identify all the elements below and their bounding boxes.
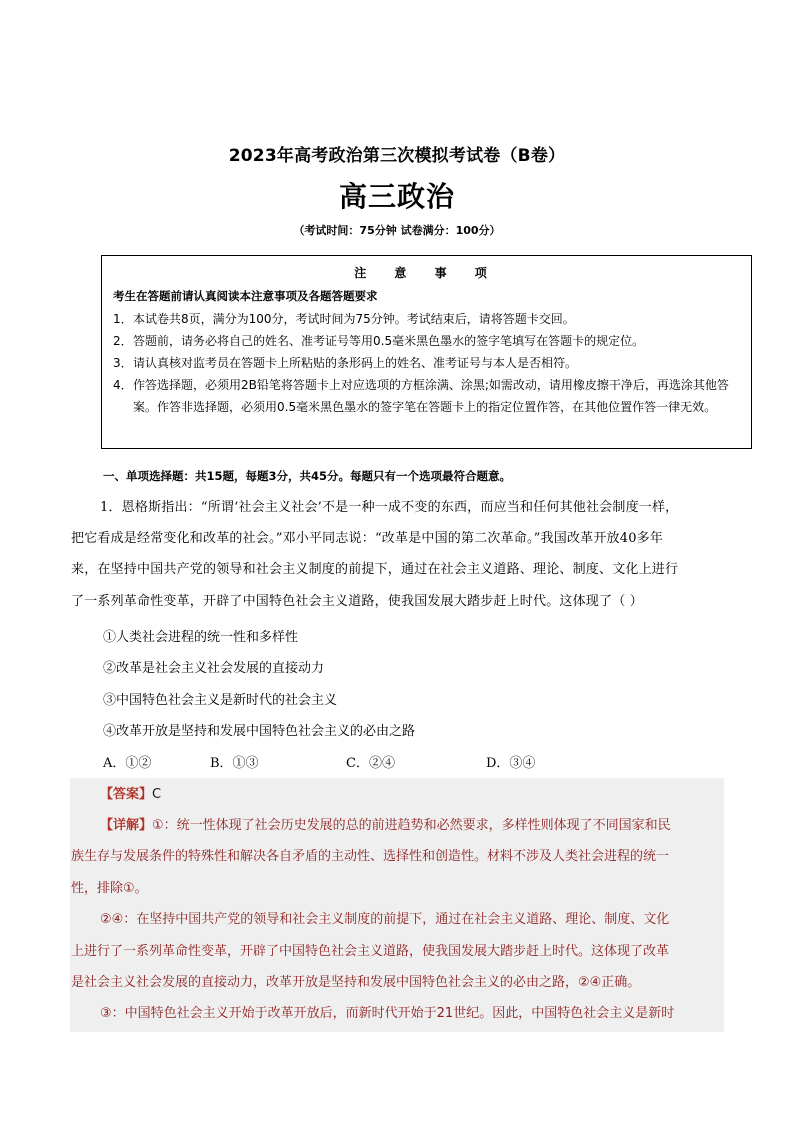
detail-text: ①：统一性体现了社会历史发展的总的前进趋势和必然要求，多样性则体现了不同国家和民 <box>152 818 671 833</box>
question-stem-line: 1．恩格斯指出：“所谓‘社会主义社会’不是一种一成不变的东西，而应当和任何其他社会制度一样， <box>100 500 679 515</box>
question-stem-line: 把它看成是经常变化和改革的社会。”邓小平同志说：“改革是中国的第二次革命。”我国改革开放40多年 <box>71 531 664 546</box>
question-stem-line: 了一系列革命性变革，开辟了中国特色社会主义道路，使我国发展大踏步赶上时代。这体现了（ ） <box>71 594 643 609</box>
notice-item-number: 2． <box>113 334 133 348</box>
detail-line: 是社会主义社会发展的直接动力，改革开放是坚持和发展中国特色社会主义的必由之路，②④正确。 <box>71 975 641 990</box>
exam-title: 2023年高考政治第三次模拟考试卷（B卷） <box>228 146 566 166</box>
choice-a[interactable]: A．①② <box>103 756 152 771</box>
exam-subject: 高三政治 <box>338 180 455 213</box>
choice-row <box>0 752 794 772</box>
notice-item <box>113 374 743 418</box>
exam-meta: （考试时间：75分钟 试卷满分：100分） <box>293 224 501 237</box>
choice-d[interactable]: D．③④ <box>486 756 536 771</box>
detail-line: 性，排除①。 <box>71 881 148 896</box>
detail-line: 上进行了一系列革命性变革，开辟了中国特色社会主义道路，使我国发展大踏步赶上时代。这体现了改革 <box>71 944 670 959</box>
detail-label: 【详解】 <box>100 818 153 833</box>
notice-item <box>113 352 743 374</box>
notice-item <box>113 330 743 352</box>
answer-value: C <box>152 787 162 802</box>
notice-item-number: 4． <box>113 378 133 392</box>
notice-item-text: 答题前，请务必将自己的姓名、准考证号等用0.5毫米黑色墨水的签字笔填写在答题卡的规定位。 <box>133 334 645 348</box>
notice-item-number: 3． <box>113 356 133 370</box>
notice-title: 注 意 事 项 <box>354 266 499 280</box>
choice-b[interactable]: B．①③ <box>210 756 259 771</box>
statement-1: ①人类社会进程的统一性和多样性 <box>103 630 299 645</box>
notice-item <box>113 308 743 330</box>
notice-lead: 考生在答题前请认真阅读本注意事项及各题答题要求 <box>113 289 378 303</box>
notice-item-text: 本试卷共8页，满分为100分，考试时间为75分钟。考试结束后，请将答题卡交回。 <box>133 312 575 326</box>
detail-line <box>100 810 721 841</box>
statement-2: ②改革是社会主义社会发展的直接动力 <box>103 661 325 676</box>
section-heading: 一、单项选择题：共15题，每题3分，共45分。每题只有一个选项最符合题意。 <box>103 469 512 483</box>
notice-item-number: 1． <box>113 312 133 326</box>
notice-item-text: 作答选择题，必须用2B铅笔将答题卡上对应选项的方框涂满、涂黑;如需改动，请用橡皮擦干净后，再选涂其他答案。作答非选择题，必须用0.5毫米黑色墨水的签字笔在答题卡上的指定位置作答，在其他位置作答一律无效。 <box>133 378 729 414</box>
notice-item-text: 请认真核对监考员在答题卡上所粘贴的条形码上的姓名、准考证号与本人是否相符。 <box>133 356 578 370</box>
question-stem-line: 来，在坚持中国共产党的领导和社会主义制度的前提下，通过在社会主义道路、理论、制度、文化上进行 <box>71 562 679 577</box>
statement-3: ③中国特色社会主义是新时代的社会主义 <box>103 693 338 708</box>
choice-c[interactable]: C．②④ <box>346 756 395 771</box>
answer-line <box>100 779 750 810</box>
detail-line: ②④：在坚持中国共产党的领导和社会主义制度的前提下，通过在社会主义道路、理论、制度、文化 <box>100 912 670 927</box>
notice-box <box>101 255 752 449</box>
statement-4: ④改革开放是坚持和发展中国特色社会主义的必由之路 <box>103 724 416 739</box>
detail-line: 族生存与发展条件的特殊性和解决各自矛盾的主动性、选择性和创造性。材料不涉及人类社会进程的统一 <box>71 849 670 864</box>
detail-line: ③：中国特色社会主义开始于改革开放后，而新时代开始于21世纪。因此，中国特色社会主义是新时 <box>100 1006 675 1021</box>
answer-label: 【答案】 <box>100 787 153 802</box>
